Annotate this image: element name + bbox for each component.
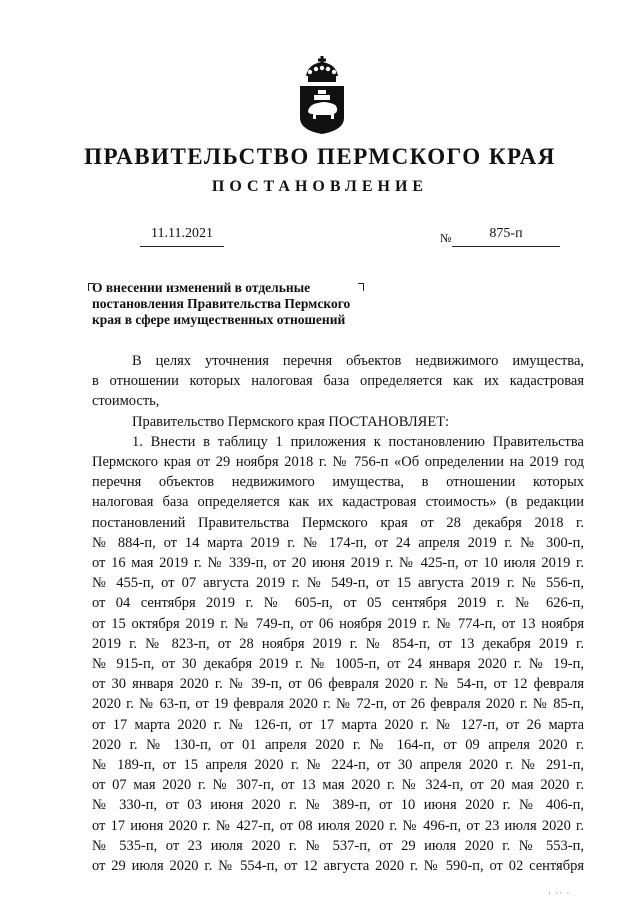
body-line: № 189-п, от 15 апреля 2020 г. № 224-п, от 30 апреля 2020 г. № 291-п,	[92, 757, 584, 774]
body-line: от 29 июля 2020 г. № 554-п, от 12 августа 2020 г. № 590-п, от 02 сентября	[92, 858, 584, 875]
body-line: № 915-п, от 30 декабря 2019 г. № 1005-п, от 24 января 2020 г. № 19-п,	[92, 656, 584, 673]
coat-of-arms-icon	[296, 56, 348, 134]
subject-line: края в сфере имущественных отношений	[92, 312, 346, 327]
scan-artifact: · ·· ·	[548, 888, 571, 898]
body-line: от 04 сентября 2019 г. № 605-п, от 05 сентября 2019 г. № 626-п,	[92, 595, 584, 612]
body-line: № 535-п, от 23 июля 2020 г. № 537-п, от 29 июля 2020 г. № 553-п,	[92, 837, 584, 854]
document-number: 875-п	[452, 224, 560, 247]
body-line: № 455-п, от 07 августа 2019 г. № 549-п, от 15 августа 2019 г. № 556-п,	[92, 575, 584, 592]
body-line: в отношении которых налоговая база определяется как их кадастровая	[92, 373, 584, 390]
body-line: стоимость,	[92, 393, 160, 410]
government-title: ПРАВИТЕЛЬСТВО ПЕРМСКОГО КРАЯ	[84, 144, 556, 169]
body-line: перечня объектов недвижимого имущества, в отношении которых	[92, 474, 584, 491]
document-date: 11.11.2021	[140, 224, 224, 247]
body-line: постановлений Правительства Пермского края от 28 декабря 2018 г.	[92, 514, 584, 531]
body-line: от 07 мая 2020 г. № 307-п, от 13 мая 2020 г. № 324-п, от 20 мая 2020 г.	[92, 777, 584, 794]
body-line: 1. Внести в таблицу 1 приложения к постановлению Правительства	[132, 433, 584, 450]
document-type: ПОСТАНОВЛЕНИЕ	[211, 178, 429, 195]
body-line: № 330-п, от 03 июня 2020 г. № 389-п, от 10 июня 2020 г. № 406-п,	[92, 797, 584, 814]
body-line: № 884-п, от 14 марта 2019 г. № 174-п, от 24 апреля 2019 г. № 300-п,	[92, 534, 584, 551]
subject-line: О внесении изменений в отдельные	[92, 280, 311, 295]
body-line: от 15 октября 2019 г. № 749-п, от 06 ноября 2019 г. № 774-п, от 13 ноября	[92, 615, 584, 632]
body-line: Правительство Пермского края ПОСТАНОВЛЯЕТ:	[132, 413, 450, 430]
body-line: налоговая база определяется как их кадастровая стоимость» (в редакции	[92, 494, 584, 511]
document-body	[92, 351, 584, 876]
crown-icon	[306, 56, 338, 82]
body-line: 2019 г. № 823-п, от 28 ноября 2019 г. № 854-п, от 13 декабря 2019 г.	[92, 635, 584, 652]
body-line: 2020 г. № 130-п, от 01 апреля 2020 г. № 164-п, от 09 апреля 2020 г.	[92, 736, 584, 753]
body-line: от 17 марта 2020 г. № 126-п, от 17 марта 2020 г. № 127-п, от 26 марта	[92, 716, 584, 733]
body-line: от 17 июня 2020 г. № 427-п, от 08 июля 2020 г. № 496-п, от 23 июля 2020 г.	[92, 817, 584, 834]
body-line: от 30 января 2020 г. № 39-п, от 06 февраля 2020 г. № 54-п, от 12 февраля	[92, 676, 584, 693]
number-sign: №	[440, 231, 452, 245]
body-line: от 16 мая 2019 г. № 339-п, от 20 июня 2019 г. № 425-п, от 10 июля 2019 г.	[92, 555, 584, 572]
document-subject	[92, 280, 422, 328]
body-line: Пермского края от 29 ноября 2018 г. № 756-п «Об определении на 2019 год	[92, 454, 584, 471]
body-line: 2020 г. № 63-п, от 19 февраля 2020 г. № 72-п, от 26 февраля 2020 г. № 85-п,	[92, 696, 584, 713]
body-line: В целях уточнения перечня объектов недвижимого имущества,	[132, 353, 584, 369]
subject-line: постановления Правительства Пермского	[92, 296, 351, 311]
